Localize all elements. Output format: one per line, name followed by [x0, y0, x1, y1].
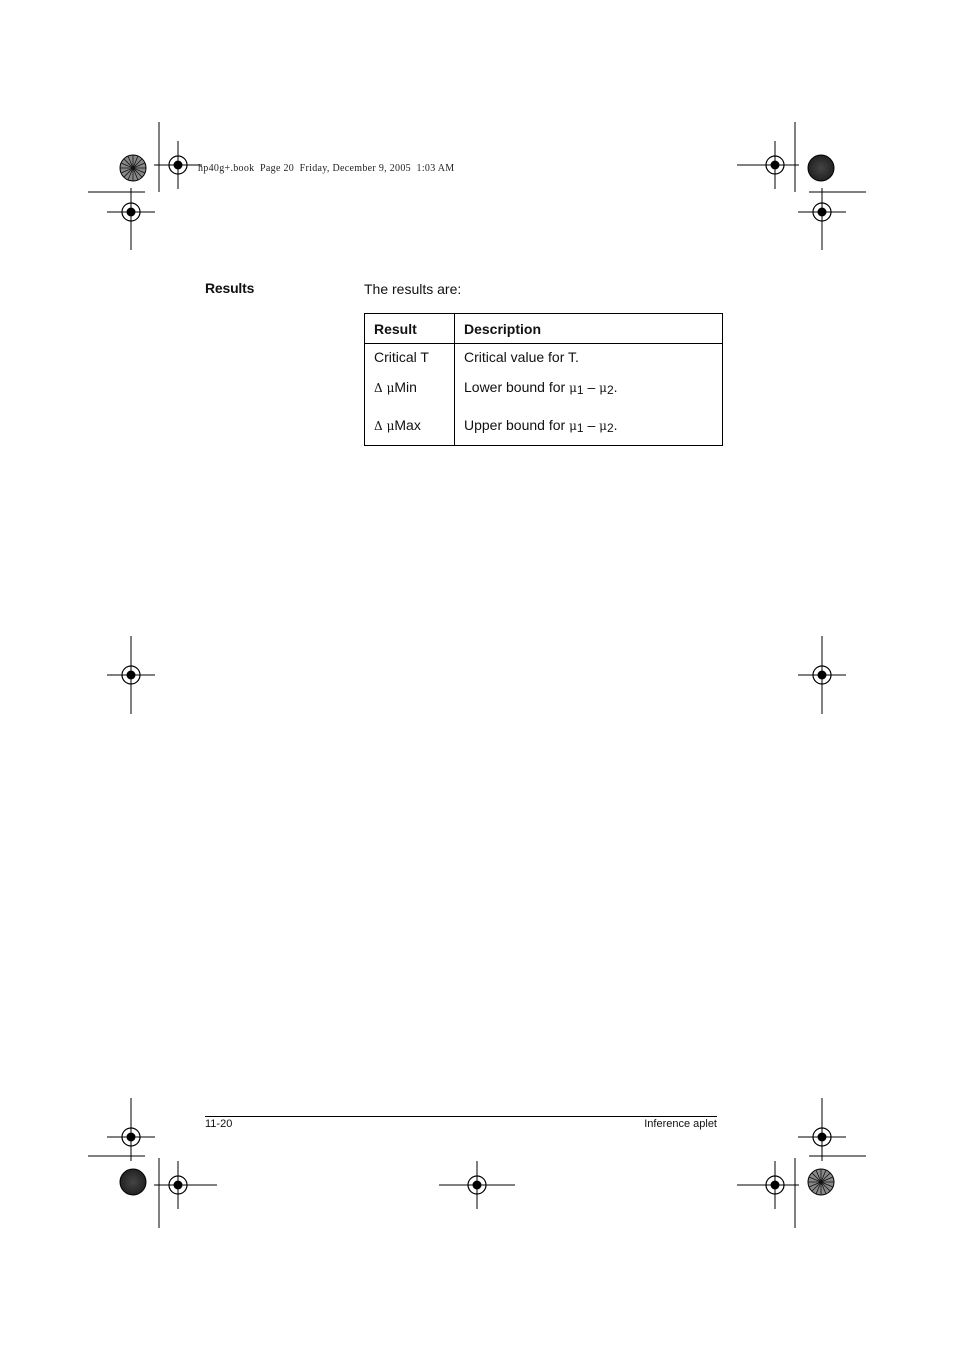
mu-symbol: μ — [386, 419, 395, 433]
subscript: 2 — [606, 383, 614, 397]
description-cell — [455, 414, 723, 446]
period: . — [613, 379, 618, 395]
result-label: Max — [394, 417, 421, 433]
table-row — [365, 414, 723, 446]
description-cell: Critical value for T. — [464, 349, 579, 365]
result-cell — [365, 414, 455, 446]
subscript: 1 — [576, 421, 584, 435]
print-slug-line: hp40g+.book Page 20 Friday, December 9, 2005 1:03 AM — [198, 163, 455, 174]
delta-symbol: Δ — [374, 381, 383, 395]
table-row — [365, 344, 723, 376]
section-heading: Results — [205, 280, 255, 296]
description-text: Lower bound for — [464, 379, 570, 395]
footer-rule — [205, 1116, 717, 1117]
target-bottom-left — [120, 1169, 146, 1195]
target-top-left — [120, 155, 146, 181]
description-text: Upper bound for — [464, 417, 570, 433]
table-row — [365, 375, 723, 414]
mu-symbol: μ — [386, 381, 395, 395]
subscript: 2 — [606, 421, 614, 435]
chapter-title: Inference aplet — [644, 1118, 717, 1130]
intro-text: The results are: — [364, 281, 462, 297]
target-bottom-right — [808, 1169, 834, 1195]
target-top-right — [808, 155, 834, 181]
period: . — [613, 417, 618, 433]
column-header-result: Result — [365, 314, 455, 344]
table-header-row — [365, 314, 723, 344]
mu-symbol: μ — [599, 381, 607, 395]
description-cell — [455, 375, 723, 414]
result-label: Min — [394, 379, 417, 395]
mu-symbol: μ — [569, 419, 577, 433]
subscript: 1 — [576, 383, 584, 397]
result-cell: Critical T — [365, 344, 455, 376]
minus-sign: – — [583, 379, 600, 395]
result-cell — [365, 375, 455, 414]
column-header-description: Description — [455, 314, 723, 344]
registration-mark — [154, 141, 202, 189]
mu-symbol: μ — [599, 419, 607, 433]
mu-symbol: μ — [569, 381, 577, 395]
delta-symbol: Δ — [374, 419, 383, 433]
page-number: 11-20 — [205, 1118, 233, 1130]
results-table — [364, 313, 723, 446]
minus-sign: – — [583, 417, 600, 433]
